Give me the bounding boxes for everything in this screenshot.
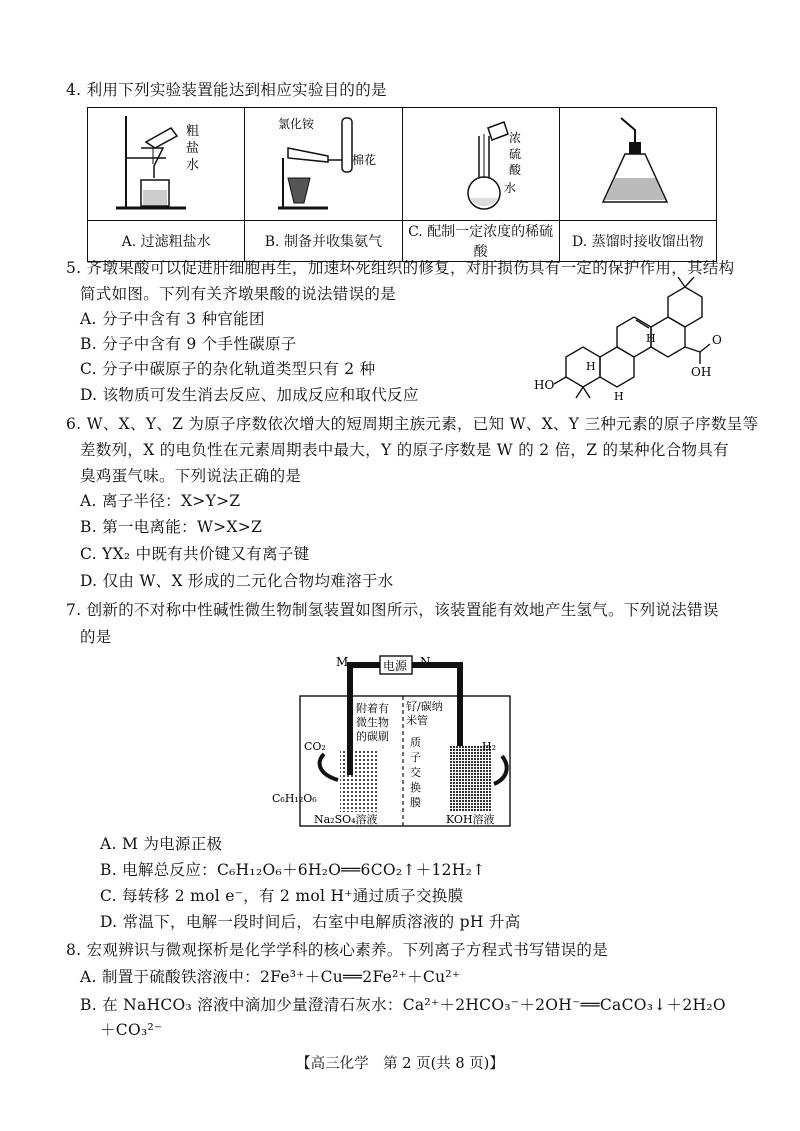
- membrane-label-2: 子: [410, 751, 421, 764]
- label-suan: 酸: [508, 163, 521, 177]
- q4-caption-d: D. 蒸馏时接收馏出物: [559, 221, 716, 262]
- struct-h-label-3: H: [586, 360, 596, 373]
- q4-caption-b: B. 制备并收集氨气: [245, 221, 402, 262]
- q7-option-c: C. 每转移 2 mol e⁻，有 2 mol H⁺通过质子交换膜: [100, 887, 464, 905]
- q4-figure-b: [245, 108, 402, 221]
- q7-stem-line2: 的是: [80, 628, 112, 646]
- left-electrode-label-2: 微生物: [356, 716, 389, 729]
- power-source-label: 电源: [383, 659, 408, 673]
- left-electrode-label-3: 的碳刷: [356, 730, 389, 743]
- q8-stem: 8. 宏观辨识与微观探析是化学学科的核心素养。下列离子方程式书写错误的是: [66, 941, 609, 959]
- membrane-label-1: 质: [410, 736, 421, 749]
- electrolysis-cell-figure: [270, 650, 540, 830]
- q4-caption-a: A. 过滤粗盐水: [88, 221, 245, 262]
- label-yan: 盐: [186, 141, 200, 156]
- label-liu: 硫: [508, 147, 521, 161]
- q6-stem-line1: 6. W、X、Y、Z 为原子序数依次增大的短周期主族元素，已知 W、X、Y 三种元素的原子序数呈等: [66, 415, 759, 433]
- co2-label: CO₂: [304, 740, 326, 753]
- q5-option-d: D. 该物质可发生消去反应、加成反应和取代反应: [80, 386, 419, 404]
- filtration-apparatus-icon: [91, 108, 241, 216]
- right-solution-label: KOH溶液: [446, 813, 495, 826]
- q8-option-a: A. 制置于硫酸铁溶液中：2Fe³⁺＋Cu══2Fe²⁺＋Cu²⁺: [80, 968, 461, 986]
- q4-figure-c: [402, 108, 559, 221]
- h2-label: H₂: [482, 740, 497, 753]
- oleanolic-acid-structure: [528, 272, 728, 407]
- dilution-apparatus-icon: [406, 108, 556, 216]
- right-electrode-label-1: 钌/碳纳: [406, 700, 443, 713]
- glucose-label: C₆H₁₂O₆: [272, 792, 317, 805]
- label-nong: 浓: [508, 131, 521, 145]
- q6-option-d: D. 仅由 W、X 形成的二元化合物均难溶于水: [80, 572, 394, 590]
- label-cu: 粗: [186, 124, 200, 139]
- label-shui: 水: [186, 158, 200, 173]
- page-footer: 【高三化学 第 2 页(共 8 页)】: [296, 1056, 504, 1072]
- ru-carbon-nanotube-electrode: [450, 746, 492, 812]
- electrode-m-label: M: [336, 655, 349, 669]
- q7-stem-line1: 7. 创新的不对称中性碱性微生物制氢装置如图所示，该装置能有效地产生氢气。下列说法错误: [66, 601, 719, 619]
- ammonia-prep-apparatus-icon: [248, 108, 398, 216]
- q4-caption-c: C. 配制一定浓度的稀硫酸: [402, 221, 559, 262]
- distillate-receiver-icon: [563, 108, 713, 216]
- q7-option-b: B. 电解总反应：C₆H₁₂O₆＋6H₂O══6CO₂↑＋12H₂↑: [100, 861, 486, 879]
- q4-apparatus-table: [87, 107, 717, 262]
- struct-ho-label: HO: [534, 378, 555, 392]
- label-nh4cl: 氯化铵: [278, 117, 315, 131]
- q5-stem-line2: 简式如图。下列有关齐墩果酸的说法错误的是: [80, 285, 397, 303]
- q7-option-a: A. M 为电源正极: [100, 835, 223, 853]
- q6-option-a: A. 离子半径：X>Y>Z: [80, 492, 241, 510]
- membrane-label-4: 换: [410, 781, 421, 794]
- q4-figure-a: [88, 108, 245, 221]
- membrane-label-5: 膜: [410, 796, 421, 809]
- q6-option-b: B. 第一电离能：W>X>Z: [80, 518, 263, 536]
- q4-stem: 4. 利用下列实验装置能达到相应实验目的的是: [66, 81, 387, 99]
- q5-stem-line1: 5. 齐墩果酸可以促进肝细胞再生，加速坏死组织的修复，对肝损伤具有一定的保护作用，其结构: [66, 259, 735, 277]
- q6-stem-line3: 臭鸡蛋气味。下列说法正确的是: [80, 467, 302, 485]
- co2-arrow-icon: [320, 754, 338, 780]
- q7-option-d: D. 常温下，电解一段时间后，右室中电解质溶液的 pH 升高: [100, 913, 521, 931]
- struct-h-label-1: H: [646, 332, 656, 345]
- h2-arrow-icon: [494, 756, 507, 784]
- electrode-n-label: N: [420, 655, 431, 669]
- label-water: 水: [503, 181, 516, 195]
- q6-stem-line2: 差数列，X 的电负性在元素周期表中最大，Y 的原子序数是 W 的 2 倍，Z 的某种化合物具有: [80, 441, 729, 459]
- struct-h-label-2: H: [614, 390, 624, 403]
- left-solution-label: Na₂SO₄溶液: [314, 813, 378, 826]
- struct-o-label: O: [712, 333, 722, 347]
- left-electrode-label-1: 附着有: [356, 702, 389, 715]
- q5-option-a: A. 分子中含有 3 种官能团: [80, 310, 265, 328]
- struct-oh-label: OH: [691, 365, 712, 379]
- q4-figure-d: [559, 108, 716, 221]
- q5-option-c: C. 分子中碳原子的杂化轨道类型只有 2 种: [80, 360, 376, 378]
- q8-option-b: B. 在 NaHCO₃ 溶液中滴加少量澄清石灰水：Ca²⁺＋2HCO₃⁻＋2OH⁻══CaCO₃↓＋2H₂O: [80, 996, 726, 1014]
- q6-option-c: C. YX₂ 中既有共价键又有离子键: [80, 545, 310, 563]
- membrane-label-3: 交: [410, 766, 421, 779]
- label-cotton: 棉花: [352, 153, 377, 167]
- q8-option-b-continuation: ＋CO₃²⁻: [100, 1021, 163, 1039]
- right-electrode-label-2: 米管: [406, 714, 428, 727]
- q5-option-b: B. 分子中含有 9 个手性碳原子: [80, 335, 297, 353]
- carbon-brush-electrode: [340, 750, 378, 812]
